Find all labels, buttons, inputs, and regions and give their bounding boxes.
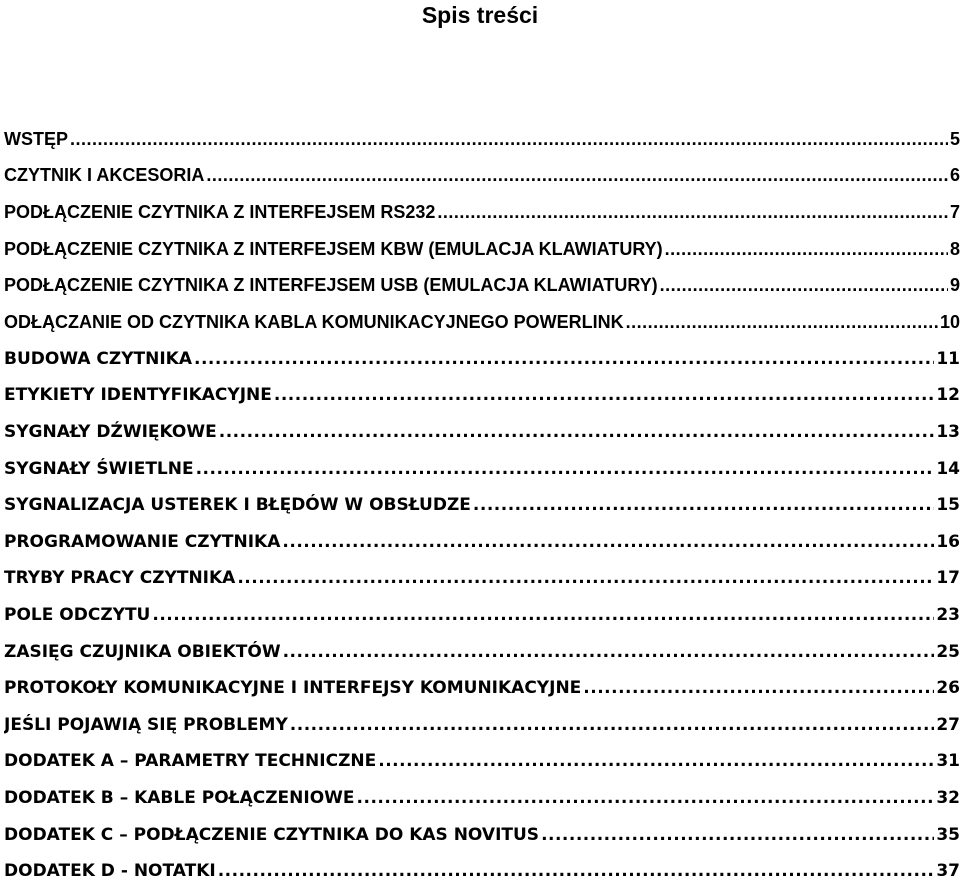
toc-page-number: 35	[936, 824, 960, 845]
toc-page-number: 27	[936, 714, 960, 735]
toc-page-number: 11	[936, 348, 960, 369]
toc-dot-leader	[70, 129, 948, 150]
toc-entry-label: PODŁĄCZENIE CZYTNIKA Z INTERFEJSEM USB (EMULACJA KLAWIATURY)	[4, 275, 658, 296]
toc-dot-leader	[219, 422, 935, 442]
toc-page-number: 31	[936, 751, 960, 772]
toc-entry-podlaczenie-rs232[interactable]	[4, 194, 960, 231]
table-of-contents	[4, 121, 960, 889]
toc-entry-label: JEŚLI POJAWIĄ SIĘ PROBLEMY	[4, 714, 288, 735]
toc-entry-dodatek-b[interactable]	[4, 780, 960, 817]
toc-entry-budowa-czytnika[interactable]	[4, 341, 960, 378]
toc-entry-pole-odczytu[interactable]	[4, 597, 960, 634]
toc-entry-dodatek-d[interactable]	[4, 853, 960, 889]
page-title: Spis treści	[421, 2, 539, 28]
toc-dot-leader	[626, 312, 938, 333]
toc-entry-dodatek-a[interactable]	[4, 743, 960, 780]
toc-page-number: 25	[936, 641, 960, 662]
toc-entry-problemy[interactable]	[4, 707, 960, 744]
toc-dot-leader	[473, 495, 934, 515]
toc-page-number: 6	[949, 165, 960, 186]
toc-dot-leader	[357, 788, 935, 808]
toc-entry-wstep[interactable]	[4, 121, 960, 158]
toc-entry-label: DODATEK D - NOTATKI	[4, 861, 216, 882]
toc-page-number: 37	[936, 861, 960, 882]
toc-entry-dodatek-c[interactable]	[4, 816, 960, 853]
toc-entry-label: BUDOWA CZYTNIKA	[4, 348, 192, 369]
toc-entry-label: PODŁĄCZENIE CZYTNIKA Z INTERFEJSEM RS232	[4, 201, 436, 222]
toc-page-number: 7	[949, 201, 960, 222]
toc-entry-protokoly[interactable]	[4, 670, 960, 707]
toc-page-number: 17	[936, 568, 960, 589]
toc-page-number: 5	[949, 128, 960, 149]
toc-entry-label: POLE ODCZYTU	[4, 605, 151, 626]
toc-entry-sygnaly-swietlne[interactable]	[4, 450, 960, 487]
toc-page-number: 15	[936, 495, 960, 516]
toc-entry-label: DODATEK C – PODŁĄCZENIE CZYTNIKA DO KAS NOVITUS	[4, 824, 540, 845]
toc-dot-leader	[282, 532, 934, 552]
toc-entry-programowanie[interactable]	[4, 524, 960, 561]
toc-dot-leader	[274, 385, 934, 405]
toc-entry-label: DODATEK A – PARAMETRY TECHNICZNE	[4, 751, 377, 772]
toc-entry-label: PROTOKOŁY KOMUNIKACYJNE I INTERFEJSY KOMUNIKACYJNE	[4, 678, 582, 699]
toc-page-number: 12	[936, 385, 960, 406]
toc-entry-etykiety[interactable]	[4, 377, 960, 414]
toc-entry-odlaczanie-kabla[interactable]	[4, 304, 960, 341]
toc-entry-label: ZASIĘG CZUJNIKA OBIEKTÓW	[4, 641, 281, 662]
toc-entry-podlaczenie-usb[interactable]	[4, 267, 960, 304]
toc-dot-leader	[194, 349, 934, 369]
toc-dot-leader	[283, 642, 935, 662]
toc-entry-czytnik-i-akcesoria[interactable]	[4, 158, 960, 195]
toc-page-number: 10	[939, 311, 960, 332]
toc-dot-leader	[583, 678, 934, 698]
toc-entry-label: WSTĘP	[4, 128, 69, 149]
toc-page-number: 9	[949, 275, 960, 296]
toc-entry-label: PODŁĄCZENIE CZYTNIKA Z INTERFEJSEM KBW (EMULACJA KLAWIATURY)	[4, 238, 663, 259]
toc-dot-leader	[206, 165, 948, 186]
toc-dot-leader	[218, 861, 935, 881]
toc-page-number: 8	[949, 238, 960, 259]
toc-page-number: 13	[936, 422, 960, 443]
toc-page-number: 32	[936, 787, 960, 808]
toc-dot-leader	[378, 751, 934, 771]
toc-entry-label: ODŁĄCZANIE OD CZYTNIKA KABLA KOMUNIKACYJNEGO POWERLINK	[4, 311, 624, 332]
toc-entry-label: SYGNAŁY ŚWIETLNE	[4, 458, 194, 479]
toc-entry-label: TRYBY PRACY CZYTNIKA	[4, 568, 236, 589]
toc-dot-leader	[237, 568, 934, 588]
toc-dot-leader	[665, 239, 948, 260]
toc-page-number: 16	[936, 531, 960, 552]
toc-entry-sygnalizacja-usterek[interactable]	[4, 487, 960, 524]
toc-dot-leader	[196, 459, 935, 479]
toc-page-number: 26	[936, 678, 960, 699]
toc-entry-zasieg-czujnika[interactable]	[4, 633, 960, 670]
toc-page-number: 23	[936, 605, 960, 626]
toc-entry-label: CZYTNIK I AKCESORIA	[4, 165, 205, 186]
toc-entry-label: SYGNAŁY DŹWIĘKOWE	[4, 422, 217, 443]
toc-entry-label: ETYKIETY IDENTYFIKACYJNE	[4, 385, 272, 406]
toc-dot-leader	[541, 825, 934, 845]
toc-dot-leader	[290, 715, 935, 735]
toc-dot-leader	[660, 275, 948, 296]
toc-dot-leader	[152, 605, 934, 625]
toc-entry-podlaczenie-kbw[interactable]	[4, 231, 960, 268]
toc-entry-label: SYGNALIZACJA USTEREK I BŁĘDÓW W OBSŁUDZE	[4, 495, 471, 516]
toc-entry-sygnaly-dzwiekowe[interactable]	[4, 414, 960, 451]
toc-entry-label: DODATEK B – KABLE POŁĄCZENIOWE	[4, 787, 355, 808]
toc-page-number: 14	[936, 458, 960, 479]
toc-entry-label: PROGRAMOWANIE CZYTNIKA	[4, 531, 281, 552]
toc-entry-tryby-pracy[interactable]	[4, 560, 960, 597]
toc-dot-leader	[437, 202, 948, 223]
